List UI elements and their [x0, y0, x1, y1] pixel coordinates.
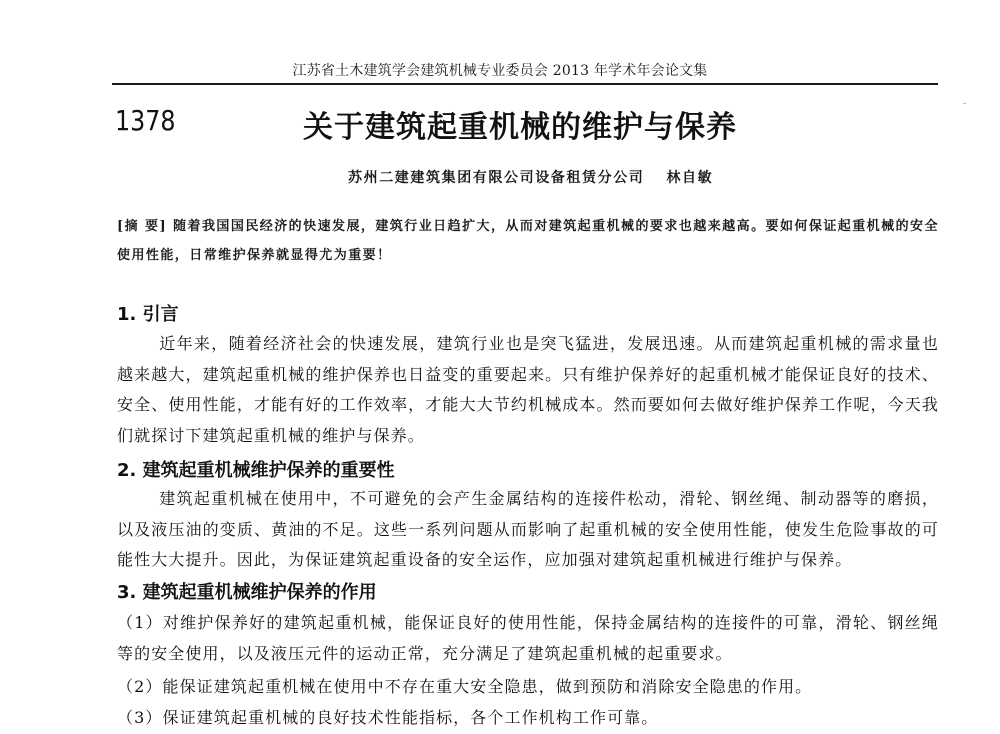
paragraph-text: 建筑起重机械在使用中，不可避免的会产生金属结构的连接件松动，滑轮、钢丝绳、制动器等的磨损，以及液压油的变质、黄油的不足。这些一系列问题从而影响了起重机械的安全使用性能，使发生危险事故的可能性大大提升。因此，为保证建筑起重设备的安全运作，应加强对建筑起重机械进行维护与保养。 — [117, 489, 939, 569]
abstract-text: 随着我国国民经济的快速发展，建筑行业日趋扩大，从而对建筑起重机械的要求也越来越高。要如何保证起重机械的安全使用性能，日常维护保养就显得尤为重要！ — [117, 219, 939, 263]
scan-speck — [963, 103, 966, 104]
page-number: 1378 — [115, 104, 176, 137]
author-name: 林自敏 — [666, 170, 714, 186]
section-heading-importance: 2. 建筑起重机械维护保养的重要性 — [117, 460, 395, 481]
abstract-label: [摘 要] — [117, 219, 168, 234]
affiliation: 苏州二建建筑集团有限公司设备租赁分公司 — [348, 170, 645, 186]
section-paragraph — [117, 484, 939, 576]
section-heading-introduction: 1. 引言 — [117, 304, 179, 325]
section-heading-function: 3. 建筑起重机械维护保养的作用 — [117, 582, 377, 603]
paper-title: 关于建筑起重机械的维护与保养 — [303, 110, 737, 145]
paragraph-text: 近年来，随着经济社会的快速发展，建筑行业也是突飞猛进，发展迅速。从而建筑起重机械的需求量也越来越大，建筑起重机械的维护保养也日益变的重要起来。只有维护保养好的起重机械才能保证良好的技术、安全、使用性能，才能有好的工作效率，才能大大节约机械成本。然而要如何去做好维护保养工作呢，今天我们就探讨下建筑起重机械的维护与保养。 — [117, 334, 939, 445]
author-line — [348, 167, 713, 187]
list-item: （3）保证建筑起重机械的良好技术性能指标，各个工作机构工作可靠。 — [117, 708, 659, 727]
list-item: （1）对维护保养好的建筑起重机械，能保证良好的使用性能，保持金属结构的连接件的可靠，滑轮、钢丝绳等的安全使用，以及液压元件的运动正常，充分满足了建筑起重机械的起重要求。 — [117, 613, 939, 663]
running-header: 江苏省土木建筑学会建筑机械专业委员会 2013 年学术年会论文集 — [292, 63, 708, 79]
header-rule — [112, 83, 938, 85]
list-item: （2）能保证建筑起重机械在使用中不存在重大安全隐患，做到预防和消除安全隐患的作用。 — [117, 677, 813, 696]
section-paragraph — [117, 329, 939, 451]
abstract — [117, 212, 939, 270]
